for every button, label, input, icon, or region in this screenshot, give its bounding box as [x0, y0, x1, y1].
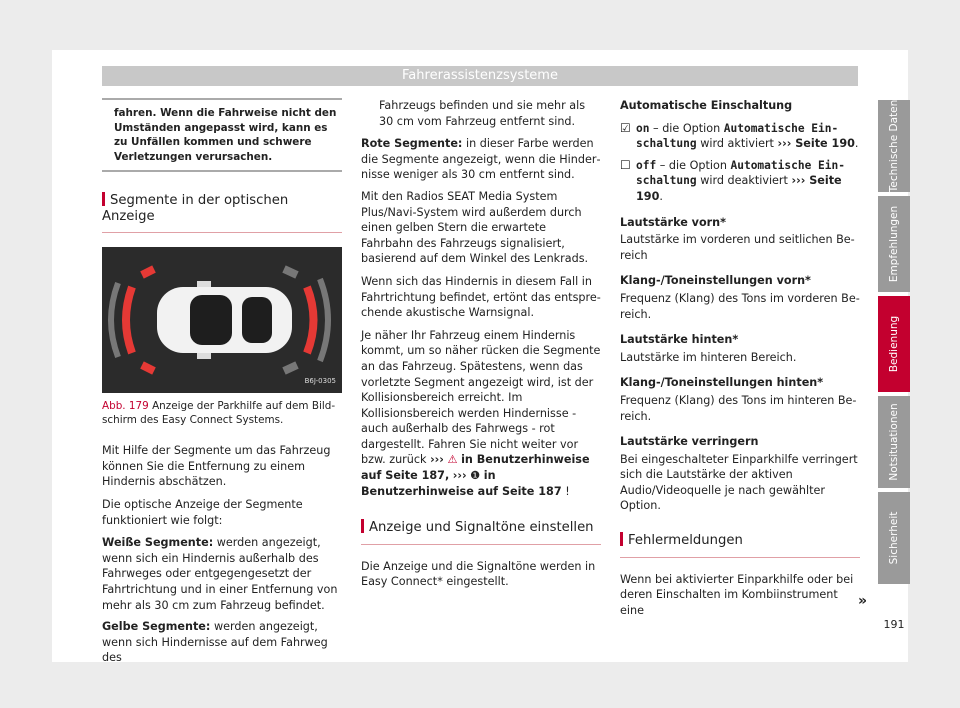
- paragraph: Mit den Radios SEAT Media System Plus/Navi-System wird außerdem durch einen gelben Stern die erwartete Fahrbahn des Fahrzeugs signalisiert, basierend auf dem Winkel des Lenkrads.: [361, 189, 589, 266]
- subheading: Lautstärke hinten*: [620, 333, 739, 347]
- unchecked-box-icon: ☐: [620, 157, 631, 172]
- paragraph: Wenn bei aktivierter Einparkhilfe oder bei deren Einschalten im Kombiinstrument eine: [620, 572, 854, 617]
- warning-box: fahren. Wenn die Fahrweise nicht den Umständen angepasst wird, kann es zu Unfällen kommen und schwere Verletzungen verursachen.: [102, 98, 342, 172]
- option-on: ☑ on – die Option Automatische Einschaltung wird aktiviert ››› Seite 190.: [620, 120, 859, 151]
- warning-triangle-icon: ⚠: [447, 453, 458, 467]
- cross-reference[interactable]: in Benutzerhinweise auf Seite 187,: [361, 453, 590, 483]
- paragraph: Frequenz (Klang) des Tons im hinteren Bereich.: [620, 393, 857, 423]
- checked-box-icon: ☑: [620, 120, 631, 135]
- column-right: [620, 98, 860, 625]
- paragraph: Je näher Ihr Fahrzeug einem Hindernis kommt, um so näher rücken die Segmente an das Fahrzeug. Spätestens, wenn das vorletzte Segment angezeigt wird, ist der Kollisionsbereich erreicht. Im Kollisionsbereich werden Hindernisse - auch außerhalb des Fahrwegs - rot dargestellt. Fahren Sie nicht weiter vor bzw. zurück ››› ⚠ in Benutzerhinweise auf Seite 187, ››› ❶ in Benutzerhinweise auf Seite 187 !: [361, 328, 601, 498]
- page-number: 191: [883, 618, 905, 631]
- tab-technische-daten[interactable]: Technische Daten: [878, 100, 910, 192]
- paragraph: Die Anzeige und die Signaltöne werden in Easy Connect* eingestellt.: [361, 559, 596, 589]
- running-header: Fahrerassistenzsysteme: [102, 66, 858, 86]
- column-middle: [361, 98, 601, 597]
- subheading: Lautstärke vorn*: [620, 215, 726, 229]
- car-windshield: [190, 295, 232, 345]
- subheading: Klang-/Toneinstellungen vorn*: [620, 274, 811, 288]
- car-rear-window: [242, 297, 272, 343]
- paragraph: Wenn sich das Hindernis in diesem Fall in Fahrtrichtung befindet, ertönt das entsprechende akustische Warnsignal.: [361, 274, 601, 320]
- subheading: Lautstärke verringern: [620, 435, 759, 449]
- section-heading-settings: Anzeige und Signaltöne einstellen: [361, 519, 601, 545]
- cross-reference[interactable]: ››› Seite 190: [777, 137, 855, 151]
- cross-reference[interactable]: in Benutzerhinweise auf Seite 187: [361, 469, 562, 498]
- section-heading-errors: Fehlermeldungen: [620, 532, 860, 558]
- tab-sicherheit[interactable]: Sicherheit: [878, 492, 910, 584]
- paragraph: Lautstärke im hinteren Bereich.: [620, 350, 797, 364]
- subheading: Automatische Einschaltung: [620, 99, 793, 112]
- info-circle-icon: ❶: [470, 469, 481, 483]
- paragraph: Frequenz (Klang) des Tons im vorderen Bereich.: [620, 291, 860, 321]
- paragraph: Bei eingeschalteter Einparkhilfe verringert sich die Lautstärke der aktiven Audio/Videoquelle je nach gewählter Option.: [620, 452, 858, 513]
- heading-bar: [620, 532, 623, 546]
- tab-empfehlungen[interactable]: Empfehlungen: [878, 196, 910, 292]
- continue-marker: »: [858, 593, 868, 609]
- parking-display-illustration: [102, 247, 342, 393]
- subheading: Klang-/Toneinstellungen hinten*: [620, 376, 824, 390]
- definition-yellow: Gelbe Segmente: werden angezeigt, wenn sich Hindernisse auf dem Fahrweg des: [102, 620, 328, 665]
- figure-parking-display: [102, 247, 342, 393]
- definition-red: Rote Segmente: in dieser Farbe werden die Segmente angezeigt, wenn die Hindernisse weniger als 30 cm entfernt sind.: [361, 137, 601, 182]
- segment-front-left-red: [142, 269, 154, 275]
- segment-rear-left-grey: [284, 269, 297, 275]
- paragraph: Lautstärke im vorderen und seitlichen Bereich: [620, 233, 855, 262]
- paragraph: Fahrzeugs befinden und sie mehr als 30 cm vom Fahrzeug entfernt sind.: [379, 99, 586, 128]
- section-heading-segments: Segmente in der optischen Anzeige: [102, 192, 342, 233]
- segment-rear-right-grey: [284, 365, 297, 371]
- figure-caption: Abb. 179 Anzeige der Parkhilfe auf dem Bildschirm des Easy Connect Systems.: [102, 400, 336, 427]
- tab-notsituationen[interactable]: Notsituationen: [878, 396, 910, 488]
- tab-bedienung[interactable]: Bedienung: [878, 296, 910, 392]
- column-left: [102, 98, 342, 672]
- option-off: ☐ off – die Option Automatische Einschaltung wird deaktiviert ››› Seite 190.: [620, 157, 846, 203]
- paragraph: Die optische Anzeige der Segmente funktioniert wie folgt:: [102, 497, 303, 527]
- cross-reference[interactable]: ››› Seite 190: [636, 174, 842, 203]
- heading-bar: [361, 519, 364, 533]
- heading-bar: [102, 192, 105, 206]
- definition-white: Weiße Segmente: werden angezeigt, wenn sich ein Hindernis außerhalb des Fahrweges oder entgegengesetzt der Fahrtrichtung und in einer Entfernung von mehr als 30 cm zum Fahrzeug befindet.: [102, 536, 338, 612]
- segment-front-right-red: [142, 365, 154, 371]
- paragraph: Mit Hilfe der Segmente um das Fahrzeug können Sie die Entfernung zu einem Hindernis abschätzen.: [102, 444, 331, 489]
- figure-code: B6J-0305: [304, 376, 336, 385]
